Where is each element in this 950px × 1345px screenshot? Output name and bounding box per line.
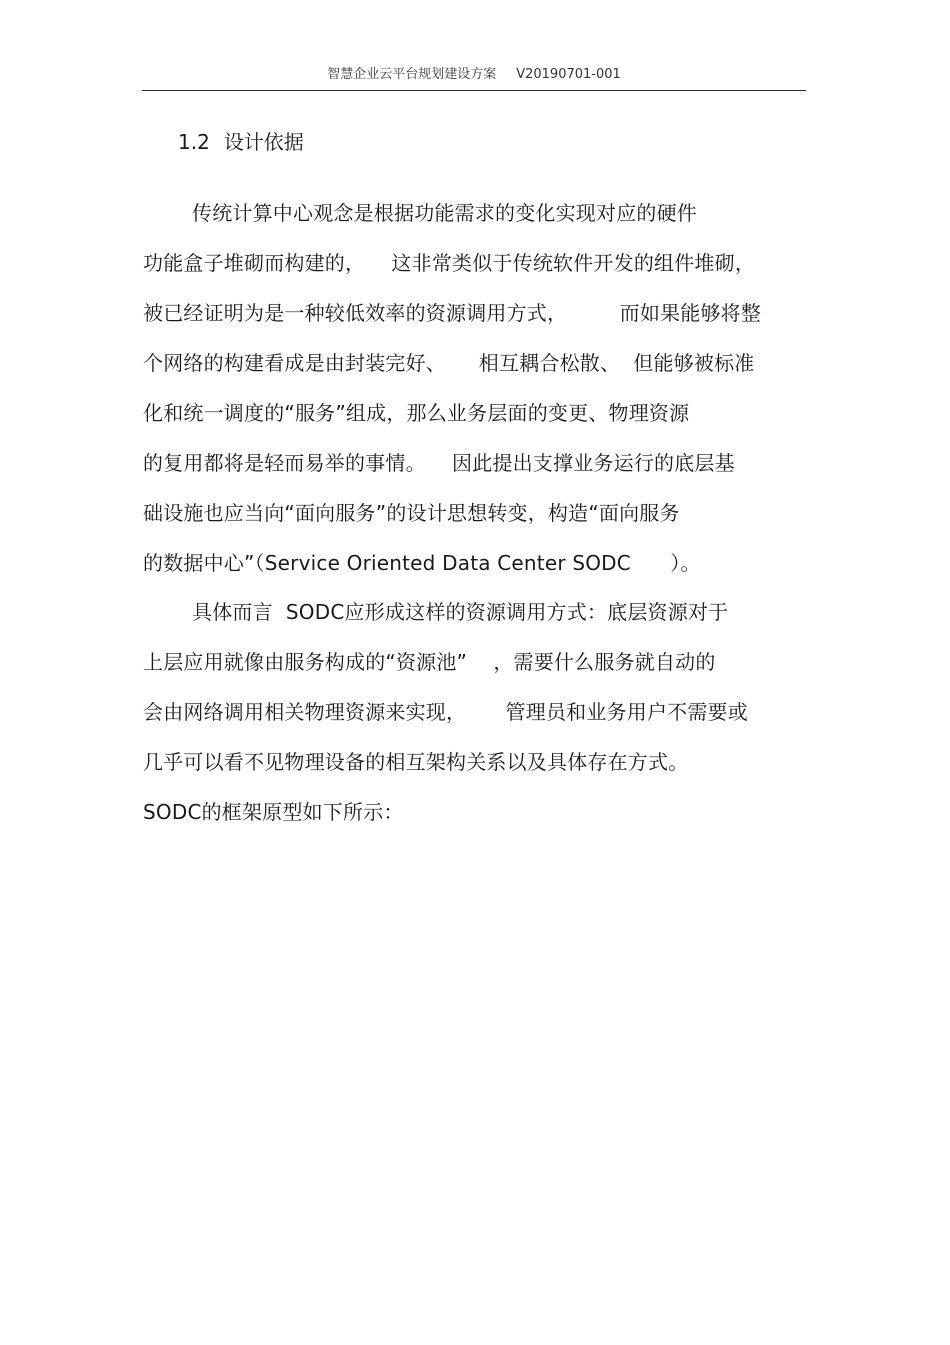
section-title: 设计依据 bbox=[223, 130, 304, 154]
paragraph-line: 几乎可以看不见物理设备的相互架构关系以及具体存在方式。 bbox=[143, 750, 689, 774]
paragraph-line: 功能盒子堆砌而构建的， 这非常类似于传统软件开发的组件堆砌， bbox=[143, 251, 756, 275]
paragraph-line: 传统计算中心观念是根据功能需求的变化实现对应的硬件 bbox=[192, 201, 697, 225]
section-number: 1.2 bbox=[178, 130, 210, 154]
page-header bbox=[142, 66, 806, 91]
paragraph-line: 被已经证明为是一种较低效率的资源调用方式， 而如果能够将整 bbox=[143, 301, 762, 325]
paragraph-line: 的数据中心”（Service Oriented Data Center SODC ）。 bbox=[143, 551, 701, 575]
header-version: V20190701-001 bbox=[516, 67, 621, 82]
section-heading bbox=[178, 128, 304, 156]
paragraph-line: 具体而言 SODC应形成这样的资源调用方式：底层资源对于 bbox=[192, 600, 729, 624]
paragraph-line: 会由网络调用相关物理资源来实现， 管理员和业务用户不需要或 bbox=[143, 700, 748, 724]
paragraph-line: 个网络的构建看成是由封装完好、 相互耦合松散、 但能够被标准 bbox=[143, 351, 755, 375]
paragraph-line: 化和统一调度的“服务”组成，那么业务层面的变更、物理资源 bbox=[143, 401, 690, 425]
paragraph-line: 上层应用就像由服务构成的“资源池” ，需要什么服务就自动的 bbox=[143, 650, 716, 674]
paragraph-line: SODC的框架原型如下所示： bbox=[143, 800, 404, 824]
paragraph-line: 的复用都将是轻而易举的事情。 因此提出支撑业务运行的底层基 bbox=[143, 451, 735, 475]
paragraph-line: 础设施也应当向“面向服务”的设计思想转变，构造“面向服务 bbox=[143, 501, 680, 525]
header-title: 智慧企业云平台规划建设方案 bbox=[327, 67, 497, 82]
